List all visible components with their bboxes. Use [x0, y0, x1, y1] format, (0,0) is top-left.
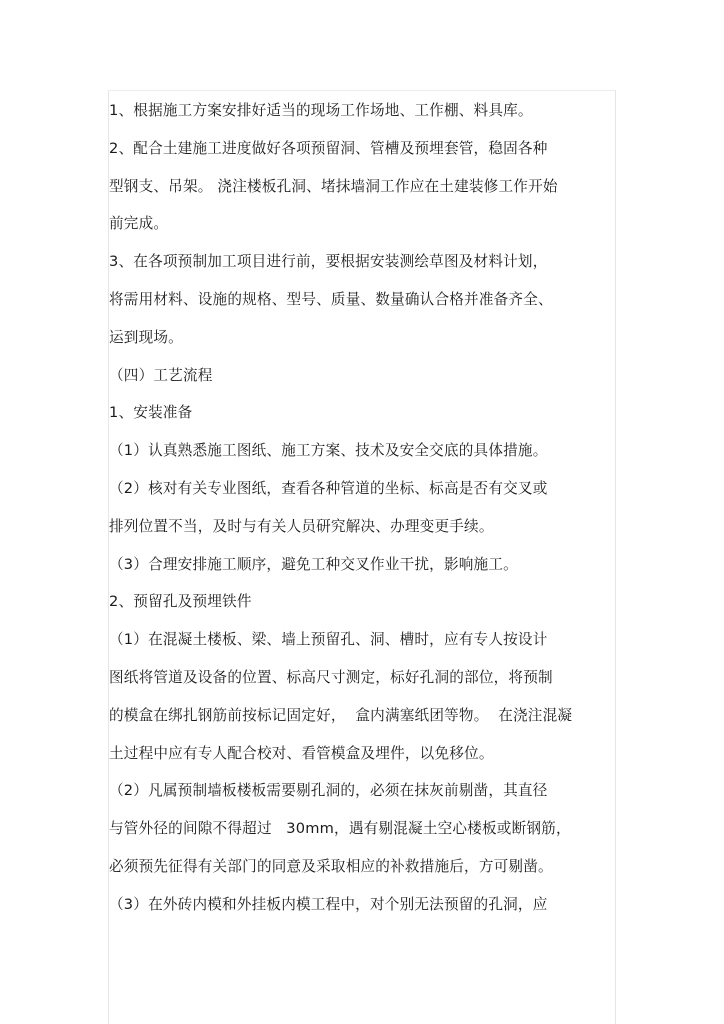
text-line: 运到现场。 — [109, 328, 183, 346]
text-line: 排列位置不当，及时与有关人员研究解决、办理变更手续。 — [109, 517, 494, 535]
text-line: 的模盒在绑扎钢筋前按标记固定好， 盒内满塞纸团等物。 在浇注混凝 — [109, 706, 573, 724]
text-line: （1）在混凝土楼板、梁、墙上预留孔、洞、槽时，应有专人按设计 — [109, 631, 548, 649]
text-line: （1）认真熟悉施工图纸、施工方案、技术及安全交底的具体措施。 — [109, 442, 548, 460]
text-line: 与管外径的间隙不得超过 30mm，遇有剔混凝土空心楼板或断钢筋， — [109, 820, 571, 838]
section-heading: （四）工艺流程 — [109, 366, 213, 384]
text-line: 图纸将管道及设备的位置、标高尺寸测定，标好孔洞的部位，将预制 — [109, 668, 553, 686]
text-line: （2）凡属预制墙板楼板需要剔孔洞的，必须在抹灰前剔凿，其直径 — [109, 782, 548, 800]
text-line: 3、在各项预制加工项目进行前，要根据安装测绘草图及材料计划， — [109, 253, 548, 271]
text-line: （3）合理安排施工顺序，避免工种交叉作业干扰，影响施工。 — [109, 555, 518, 573]
text-line: 必须预先征得有关部门的同意及采取相应的补救措施后，方可剔凿。 — [109, 857, 553, 875]
text-line: 2、配合土建施工进度做好各项预留洞、管槽及预埋套管，稳固各种 — [109, 139, 548, 157]
text-line: 1、根据施工方案安排好适当的现场工作场地、工作棚、料具库。 — [109, 102, 533, 119]
text-line: 型钢支、吊架。 浇注楼板孔洞、堵抹墙洞工作应在土建装修工作开始 — [109, 177, 558, 195]
text-line: 前完成。 — [109, 215, 169, 233]
subsection-heading: 1、安装准备 — [109, 404, 193, 422]
text-line: 土过程中应有专人配合校对、看管模盒及埋件，以免移位。 — [109, 744, 494, 762]
text-line: （3）在外砖内模和外挂板内模工程中，对个别无法预留的孔洞，应 — [109, 895, 548, 913]
subsection-heading: 2、预留孔及预埋铁件 — [109, 593, 252, 611]
text-line: （2）核对有关专业图纸，查看各种管道的坐标、标高是否有交叉或 — [109, 479, 548, 497]
document-body — [109, 92, 609, 924]
text-line: 将需用材料、设施的规格、型号、质量、数量确认合格并准备齐全、 — [109, 290, 553, 308]
